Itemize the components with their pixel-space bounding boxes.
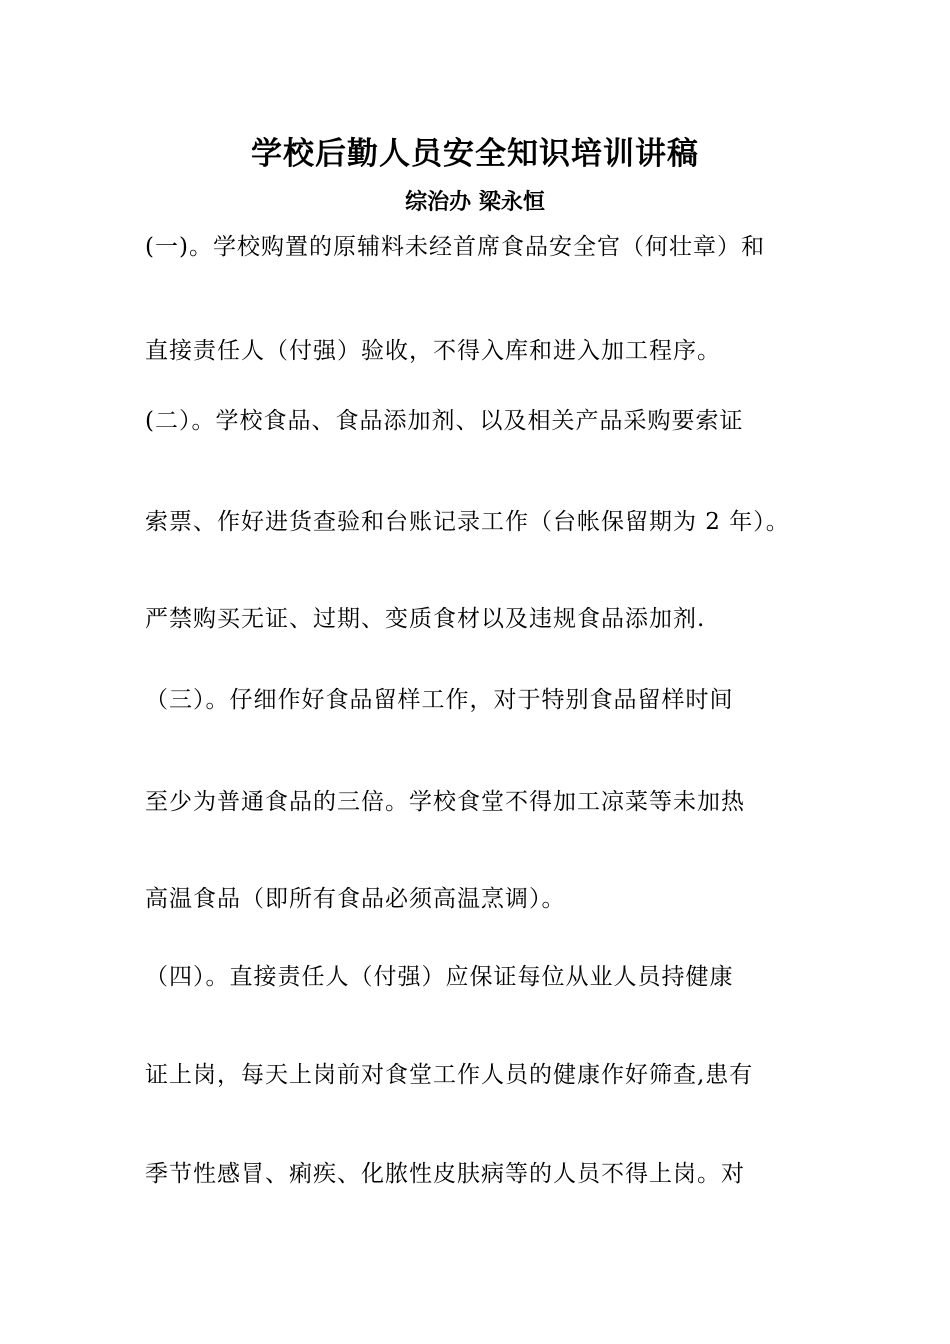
paragraph-line: （三）。仔细作好食品留样工作，对于特别食品留样时间 xyxy=(145,687,734,713)
document-title: 学校后勤人员安全知识培训讲稿 xyxy=(251,136,699,172)
paragraph-line: (二）。学校食品、食品添加剂、以及相关产品采购要索证 xyxy=(145,408,744,434)
paragraph-line: （四）。直接责任人（付强）应保证每位从业人员持健康 xyxy=(145,964,734,990)
paragraph-line: 索票、作好进货查验和台账记录工作（台帐保留期为 2 年）。 xyxy=(145,509,790,535)
paragraph-line: 严禁购买无证、过期、变质食材以及违规食品添加剂. xyxy=(145,606,706,632)
paragraph-line: 证上岗，每天上岗前对食堂工作人员的健康作好筛查,患有 xyxy=(145,1062,754,1088)
paragraph-line: 至少为普通食品的三倍。学校食堂不得加工凉菜等未加热 xyxy=(145,789,745,815)
document-author: 综治办 梁永恒 xyxy=(405,190,545,215)
paragraph-line: 季节性感冒、痢疾、化脓性皮肤病等的人员不得上岗。对 xyxy=(145,1161,745,1187)
paragraph-line: 直接责任人（付强）验收，不得入库和进入加工程序。 xyxy=(145,338,721,364)
paragraph-line: (一)。学校购置的原辅料未经首席食品安全官（何壮章）和 xyxy=(145,234,765,260)
paragraph-line: 高温食品（即所有食品必须高温烹调）。 xyxy=(145,886,566,912)
